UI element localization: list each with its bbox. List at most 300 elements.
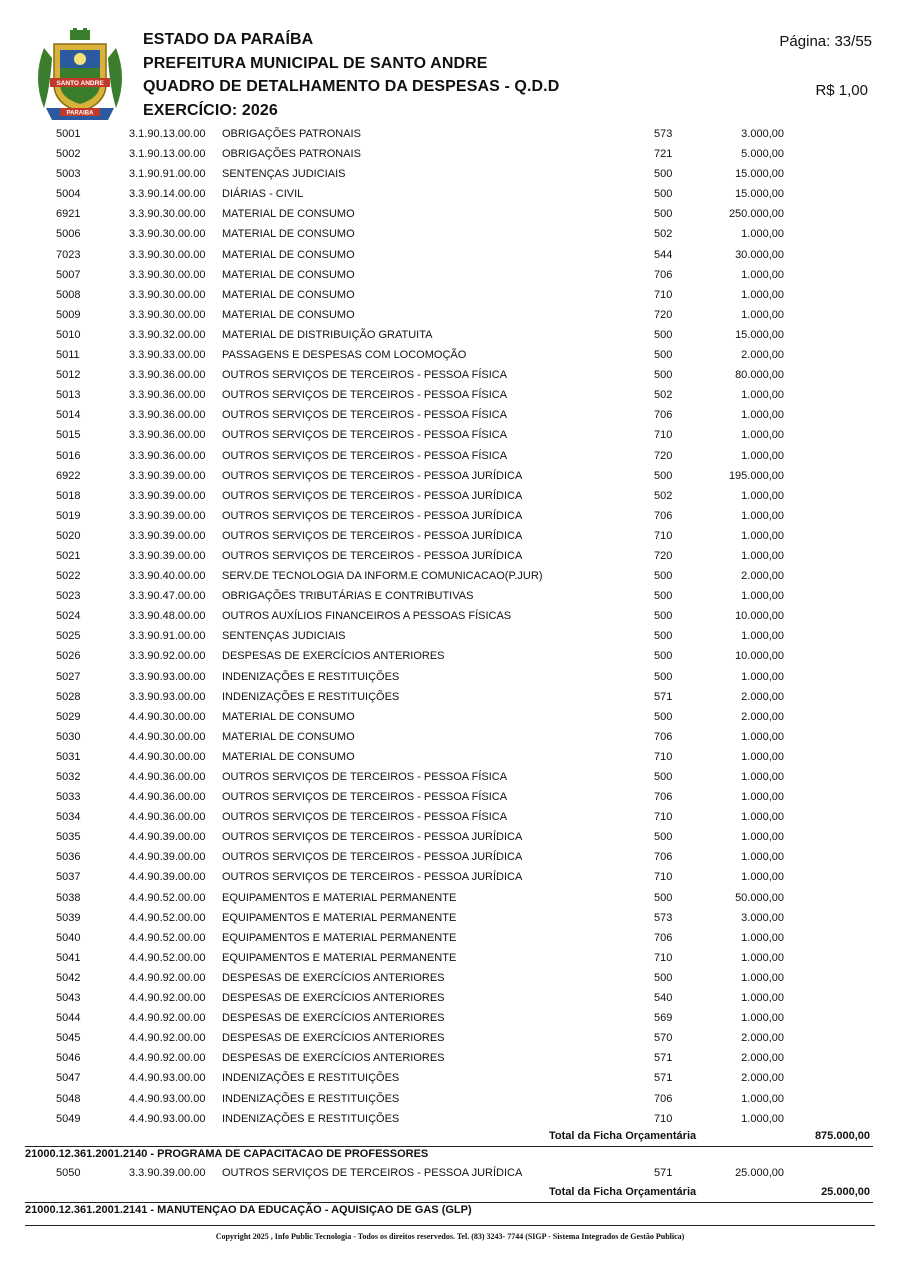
row-code: 3.1.90.91.00.00 xyxy=(129,168,206,181)
table-row xyxy=(0,305,900,325)
row-value: 1.000,00 xyxy=(741,971,784,984)
table-row xyxy=(0,847,900,867)
row-source: 573 xyxy=(654,911,673,924)
row-description: SENTENÇAS JUDICIAIS xyxy=(222,168,346,181)
row-code: 4.4.90.52.00.00 xyxy=(129,891,206,904)
row-description: DESPESAS DE EXERCÍCIOS ANTERIORES xyxy=(222,1012,445,1025)
row-value: 25.000,00 xyxy=(735,1167,784,1179)
row-id: 5045 xyxy=(56,1032,81,1045)
row-description: OUTROS SERVIÇOS DE TERCEIROS - PESSOA JURÍDICA xyxy=(222,509,523,522)
row-source: 571 xyxy=(654,1052,673,1065)
table-row xyxy=(0,867,900,887)
row-id: 5009 xyxy=(56,308,81,321)
table-row xyxy=(0,144,900,164)
row-value: 1.000,00 xyxy=(741,831,784,844)
row-source: 571 xyxy=(654,1167,673,1179)
row-id: 5028 xyxy=(56,690,81,703)
row-value: 3.000,00 xyxy=(741,911,784,924)
row-id: 5030 xyxy=(56,730,81,743)
row-description: MATERIAL DE CONSUMO xyxy=(222,710,355,723)
row-value: 1.000,00 xyxy=(741,389,784,402)
row-code: 4.4.90.52.00.00 xyxy=(129,931,206,944)
row-source: 500 xyxy=(654,630,673,643)
row-description: OUTROS SERVIÇOS DE TERCEIROS - PESSOA FÍSICA xyxy=(222,409,508,422)
row-value: 2.000,00 xyxy=(741,349,784,362)
row-description: OBRIGAÇÕES PATRONAIS xyxy=(222,128,361,140)
row-description: OUTROS SERVIÇOS DE TERCEIROS - PESSOA FÍSICA xyxy=(222,791,508,804)
row-source: 720 xyxy=(654,308,673,321)
table-row xyxy=(0,626,900,646)
row-source: 500 xyxy=(654,590,673,603)
table-row xyxy=(0,1089,900,1109)
row-source: 706 xyxy=(654,730,673,743)
row-value: 1.000,00 xyxy=(741,489,784,502)
table-row xyxy=(0,707,900,727)
logo-text-top: SANTO ANDRE xyxy=(56,80,104,87)
row-value: 1.000,00 xyxy=(741,409,784,422)
table-row xyxy=(0,365,900,385)
table-row xyxy=(0,787,900,807)
table-row xyxy=(0,345,900,365)
row-source: 571 xyxy=(654,690,673,703)
row-code: 3.3.90.30.00.00 xyxy=(129,268,206,281)
row-value: 1.000,00 xyxy=(741,1012,784,1025)
table-row xyxy=(0,1028,900,1048)
row-description: INDENIZAÇÕES E RESTITUIÇÕES xyxy=(222,1092,400,1105)
row-id: 5002 xyxy=(56,148,81,161)
row-id: 5031 xyxy=(56,750,81,763)
row-description: OUTROS SERVIÇOS DE TERCEIROS - PESSOA JURÍDICA xyxy=(222,831,523,844)
row-id: 5041 xyxy=(56,951,81,964)
row-source: 571 xyxy=(654,1072,673,1085)
table-row xyxy=(0,586,900,606)
row-description: SERV.DE TECNOLOGIA DA INFORM.E COMUNICACAO(P.JUR) xyxy=(222,570,543,583)
row-id: 5036 xyxy=(56,851,81,864)
row-code: 3.3.90.47.00.00 xyxy=(129,590,206,603)
row-source: 500 xyxy=(654,971,673,984)
row-value: 1.000,00 xyxy=(741,268,784,281)
row-code: 3.3.90.14.00.00 xyxy=(129,188,206,201)
row-value: 1.000,00 xyxy=(741,670,784,683)
row-id: 5003 xyxy=(56,168,81,181)
row-source: 500 xyxy=(654,710,673,723)
table-row xyxy=(0,325,900,345)
row-value: 5.000,00 xyxy=(741,148,784,161)
row-value: 250.000,00 xyxy=(728,208,784,221)
row-source: 500 xyxy=(654,650,673,663)
row-id: 5011 xyxy=(56,349,80,362)
row-id: 5029 xyxy=(56,710,81,723)
row-source: 540 xyxy=(654,992,673,1005)
row-code: 4.4.90.36.00.00 xyxy=(129,811,206,824)
header-exercise: EXERCÍCIO: 2026 xyxy=(143,102,278,119)
row-description: OUTROS SERVIÇOS DE TERCEIROS - PESSOA FÍSICA xyxy=(222,811,508,824)
row-id: 5034 xyxy=(56,811,81,824)
row-value: 1.000,00 xyxy=(741,288,784,301)
row-code: 3.3.90.39.00.00 xyxy=(129,509,206,522)
row-code: 4.4.90.39.00.00 xyxy=(129,871,206,884)
row-value: 15.000,00 xyxy=(735,328,784,341)
row-source: 706 xyxy=(654,931,673,944)
total-line-1 xyxy=(0,1126,900,1146)
row-value: 10.000,00 xyxy=(735,610,784,623)
row-description: MATERIAL DE CONSUMO xyxy=(222,228,355,241)
row-id: 5027 xyxy=(56,670,81,683)
row-id: 5035 xyxy=(56,831,81,844)
row-description: MATERIAL DE CONSUMO xyxy=(222,308,355,321)
footer-divider xyxy=(25,1225,875,1226)
table-row xyxy=(0,124,900,144)
row-code: 3.3.90.36.00.00 xyxy=(129,449,206,462)
row-source: 721 xyxy=(654,148,673,161)
expense-table xyxy=(0,124,900,1129)
row-id: 5039 xyxy=(56,911,81,924)
row-value: 1.000,00 xyxy=(741,811,784,824)
row-source: 500 xyxy=(654,349,673,362)
row-code: 3.3.90.36.00.00 xyxy=(129,409,206,422)
table-row xyxy=(0,285,900,305)
row-source: 573 xyxy=(654,128,673,140)
row-code: 3.3.90.30.00.00 xyxy=(129,228,206,241)
row-source: 500 xyxy=(654,168,673,181)
row-code: 3.3.90.33.00.00 xyxy=(129,349,206,362)
row-code: 3.3.90.39.00.00 xyxy=(129,529,206,542)
row-source: 710 xyxy=(654,429,673,442)
row-description: MATERIAL DE CONSUMO xyxy=(222,288,355,301)
table-row xyxy=(0,687,900,707)
row-value: 1.000,00 xyxy=(741,992,784,1005)
row-description: DESPESAS DE EXERCÍCIOS ANTERIORES xyxy=(222,992,445,1005)
row-code: 3.3.90.92.00.00 xyxy=(129,650,206,663)
row-id: 7023 xyxy=(56,248,81,261)
row-source: 720 xyxy=(654,549,673,562)
row-code: 4.4.90.30.00.00 xyxy=(129,710,206,723)
row-source: 706 xyxy=(654,851,673,864)
row-description: OBRIGAÇÕES TRIBUTÁRIAS E CONTRIBUTIVAS xyxy=(222,590,474,603)
row-value: 1.000,00 xyxy=(741,549,784,562)
currency-unit: R$ 1,00 xyxy=(815,82,868,99)
row-id: 5047 xyxy=(56,1072,81,1085)
table-row xyxy=(0,1163,900,1183)
row-source: 500 xyxy=(654,891,673,904)
row-description: EQUIPAMENTOS E MATERIAL PERMANENTE xyxy=(222,951,457,964)
row-code: 4.4.90.30.00.00 xyxy=(129,750,206,763)
row-value: 2.000,00 xyxy=(741,1072,784,1085)
row-source: 710 xyxy=(654,288,673,301)
row-description: PASSAGENS E DESPESAS COM LOCOMOÇÃO xyxy=(222,349,467,362)
row-code: 3.3.90.40.00.00 xyxy=(129,570,206,583)
row-description: DESPESAS DE EXERCÍCIOS ANTERIORES xyxy=(222,650,445,663)
row-id: 5010 xyxy=(56,328,81,341)
row-value: 1.000,00 xyxy=(741,590,784,603)
row-code: 4.4.90.39.00.00 xyxy=(129,851,206,864)
table-row xyxy=(0,164,900,184)
row-code: 3.3.90.39.00.00 xyxy=(129,549,206,562)
table-row xyxy=(0,948,900,968)
row-description: DIÁRIAS - CIVIL xyxy=(222,188,304,201)
table-row xyxy=(0,466,900,486)
table-row xyxy=(0,184,900,204)
row-id: 5013 xyxy=(56,389,81,402)
row-code: 4.4.90.93.00.00 xyxy=(129,1092,206,1105)
row-value: 1.000,00 xyxy=(741,308,784,321)
row-value: 30.000,00 xyxy=(735,248,784,261)
row-value: 2.000,00 xyxy=(741,1052,784,1065)
row-code: 3.3.90.36.00.00 xyxy=(129,369,206,382)
row-code: 3.3.90.30.00.00 xyxy=(129,248,206,261)
row-id: 5021 xyxy=(56,549,81,562)
row-source: 570 xyxy=(654,1032,673,1045)
row-code: 4.4.90.93.00.00 xyxy=(129,1112,206,1125)
row-id: 5016 xyxy=(56,449,81,462)
header-state: ESTADO DA PARAÍBA xyxy=(143,31,314,48)
row-id: 5046 xyxy=(56,1052,81,1065)
row-description: OUTROS SERVIÇOS DE TERCEIROS - PESSOA JURÍDICA xyxy=(222,549,523,562)
row-description: DESPESAS DE EXERCÍCIOS ANTERIORES xyxy=(222,1052,445,1065)
row-id: 5022 xyxy=(56,570,81,583)
row-source: 502 xyxy=(654,228,673,241)
total-label: Total da Ficha Orçamentária xyxy=(549,1186,697,1198)
row-source: 500 xyxy=(654,610,673,623)
table-row xyxy=(0,928,900,948)
row-value: 1.000,00 xyxy=(741,750,784,763)
table-row xyxy=(0,767,900,787)
total-line-2 xyxy=(0,1182,900,1202)
table-row xyxy=(0,265,900,285)
row-source: 710 xyxy=(654,871,673,884)
row-id: 5037 xyxy=(56,871,81,884)
header-report-title: QUADRO DE DETALHAMENTO DA DESPESAS - Q.D.D xyxy=(143,78,560,95)
row-id: 5025 xyxy=(56,630,81,643)
row-code: 3.3.90.36.00.00 xyxy=(129,429,206,442)
program-heading: 21000.12.361.2001.2140 - PROGRAMA DE CAPACITACAO DE PROFESSORES xyxy=(25,1148,429,1160)
row-code: 3.3.90.30.00.00 xyxy=(129,308,206,321)
row-code: 4.4.90.39.00.00 xyxy=(129,831,206,844)
row-source: 500 xyxy=(654,208,673,221)
row-id: 5040 xyxy=(56,931,81,944)
row-code: 3.3.90.91.00.00 xyxy=(129,630,206,643)
row-description: EQUIPAMENTOS E MATERIAL PERMANENTE xyxy=(222,931,457,944)
row-id: 5006 xyxy=(56,228,81,241)
row-source: 502 xyxy=(654,489,673,502)
row-code: 3.3.90.30.00.00 xyxy=(129,208,206,221)
row-value: 1.000,00 xyxy=(741,1092,784,1105)
table-row xyxy=(0,506,900,526)
row-value: 80.000,00 xyxy=(735,369,784,382)
row-id: 5042 xyxy=(56,971,81,984)
row-description: INDENIZAÇÕES E RESTITUIÇÕES xyxy=(222,690,400,703)
row-value: 1.000,00 xyxy=(741,228,784,241)
row-code: 3.3.90.48.00.00 xyxy=(129,610,206,623)
table-row xyxy=(0,546,900,566)
row-id: 5033 xyxy=(56,791,81,804)
row-source: 706 xyxy=(654,409,673,422)
row-id: 5020 xyxy=(56,529,81,542)
row-description: MATERIAL DE CONSUMO xyxy=(222,730,355,743)
row-code: 4.4.90.92.00.00 xyxy=(129,1032,206,1045)
row-code: 4.4.90.92.00.00 xyxy=(129,971,206,984)
row-value: 50.000,00 xyxy=(735,891,784,904)
row-value: 15.000,00 xyxy=(735,188,784,201)
row-source: 706 xyxy=(654,1092,673,1105)
row-code: 3.3.90.39.00.00 xyxy=(129,469,206,482)
row-value: 1.000,00 xyxy=(741,931,784,944)
row-value: 1.000,00 xyxy=(741,1112,784,1125)
header-municipality: PREFEITURA MUNICIPAL DE SANTO ANDRE xyxy=(143,55,488,72)
row-code: 3.3.90.39.00.00 xyxy=(129,1167,206,1179)
table-row xyxy=(0,807,900,827)
row-source: 500 xyxy=(654,670,673,683)
row-value: 1.000,00 xyxy=(741,630,784,643)
row-source: 710 xyxy=(654,811,673,824)
table-row xyxy=(0,245,900,265)
row-description: INDENIZAÇÕES E RESTITUIÇÕES xyxy=(222,1112,400,1125)
row-description: OUTROS AUXÍLIOS FINANCEIROS A PESSOAS FÍSICAS xyxy=(222,610,512,623)
table-row xyxy=(0,1048,900,1068)
row-source: 500 xyxy=(654,469,673,482)
row-description: OUTROS SERVIÇOS DE TERCEIROS - PESSOA JURÍDICA xyxy=(222,871,523,884)
row-code: 3.3.90.39.00.00 xyxy=(129,489,206,502)
row-value: 1.000,00 xyxy=(741,791,784,804)
row-description: OUTROS SERVIÇOS DE TERCEIROS - PESSOA FÍSICA xyxy=(222,429,508,442)
table-row xyxy=(0,888,900,908)
row-value: 15.000,00 xyxy=(735,168,784,181)
row-source: 502 xyxy=(654,389,673,402)
row-code: 3.3.90.30.00.00 xyxy=(129,288,206,301)
row-source: 500 xyxy=(654,771,673,783)
row-source: 710 xyxy=(654,1112,673,1125)
table-row xyxy=(0,385,900,405)
table-row xyxy=(0,968,900,988)
municipal-coat-of-arms-logo xyxy=(30,28,130,124)
row-description: OUTROS SERVIÇOS DE TERCEIROS - PESSOA FÍSICA xyxy=(222,449,508,462)
row-code: 4.4.90.30.00.00 xyxy=(129,730,206,743)
row-value: 2.000,00 xyxy=(741,710,784,723)
row-value: 3.000,00 xyxy=(741,128,784,140)
row-id: 5001 xyxy=(56,128,81,140)
row-code: 4.4.90.92.00.00 xyxy=(129,1012,206,1025)
table-row xyxy=(0,908,900,928)
row-source: 706 xyxy=(654,791,673,804)
row-description: MATERIAL DE CONSUMO xyxy=(222,750,355,763)
row-description: SENTENÇAS JUDICIAIS xyxy=(222,630,346,643)
row-code: 4.4.90.92.00.00 xyxy=(129,1052,206,1065)
row-source: 720 xyxy=(654,449,673,462)
row-id: 5050 xyxy=(56,1167,81,1179)
row-source: 706 xyxy=(654,509,673,522)
row-source: 710 xyxy=(654,750,673,763)
row-value: 195.000,00 xyxy=(728,469,784,482)
row-source: 710 xyxy=(654,951,673,964)
row-description: OUTROS SERVIÇOS DE TERCEIROS - PESSOA JURÍDICA xyxy=(222,529,523,542)
table-row xyxy=(0,405,900,425)
row-id: 5049 xyxy=(56,1112,81,1125)
row-id: 5048 xyxy=(56,1092,81,1105)
table-row xyxy=(0,526,900,546)
total-value: 25.000,00 xyxy=(821,1186,870,1198)
row-id: 5018 xyxy=(56,489,81,502)
row-id: 5019 xyxy=(56,509,81,522)
row-code: 3.1.90.13.00.00 xyxy=(129,148,206,161)
row-description: MATERIAL DE CONSUMO xyxy=(222,248,355,261)
row-id: 5032 xyxy=(56,771,81,783)
row-code: 4.4.90.52.00.00 xyxy=(129,951,206,964)
row-id: 5007 xyxy=(56,268,81,281)
table-row xyxy=(0,827,900,847)
row-description: OUTROS SERVIÇOS DE TERCEIROS - PESSOA FÍSICA xyxy=(222,389,508,402)
table-row xyxy=(0,606,900,626)
row-description: OUTROS SERVIÇOS DE TERCEIROS - PESSOA FÍSICA xyxy=(222,771,508,783)
row-value: 1.000,00 xyxy=(741,429,784,442)
row-code: 4.4.90.36.00.00 xyxy=(129,791,206,804)
row-id: 5012 xyxy=(56,369,81,382)
row-source: 710 xyxy=(654,529,673,542)
row-id: 5008 xyxy=(56,288,81,301)
row-value: 10.000,00 xyxy=(735,650,784,663)
footer-copyright: Copyright 2025 , Info Public Tecnologia - Todos os direitos reservedos. Tel. (83) 3243- 7744 (SIGP - Sistema Integrados de Gestão Publica) xyxy=(215,1232,685,1241)
table-row xyxy=(0,224,900,244)
row-source: 500 xyxy=(654,328,673,341)
row-value: 1.000,00 xyxy=(741,449,784,462)
row-code: 3.3.90.32.00.00 xyxy=(129,328,206,341)
row-description: OUTROS SERVIÇOS DE TERCEIROS - PESSOA JURÍDICA xyxy=(222,851,523,864)
row-description: MATERIAL DE DISTRIBUIÇÃO GRATUITA xyxy=(222,328,433,341)
table-row xyxy=(0,667,900,687)
row-value: 1.000,00 xyxy=(741,851,784,864)
row-id: 6922 xyxy=(56,469,81,482)
row-id: 5014 xyxy=(56,409,81,422)
row-description: DESPESAS DE EXERCÍCIOS ANTERIORES xyxy=(222,971,445,984)
row-source: 706 xyxy=(654,268,673,281)
row-description: EQUIPAMENTOS E MATERIAL PERMANENTE xyxy=(222,891,457,904)
row-value: 1.000,00 xyxy=(741,509,784,522)
row-value: 2.000,00 xyxy=(741,690,784,703)
row-code: 4.4.90.92.00.00 xyxy=(129,992,206,1005)
row-code: 3.3.90.93.00.00 xyxy=(129,670,206,683)
row-code: 4.4.90.52.00.00 xyxy=(129,911,206,924)
row-description: OUTROS SERVIÇOS DE TERCEIROS - PESSOA JURÍDICA xyxy=(222,1167,523,1179)
total-value: 875.000,00 xyxy=(814,1130,870,1142)
row-id: 6921 xyxy=(56,208,81,221)
row-id: 5004 xyxy=(56,188,81,201)
row-source: 500 xyxy=(654,570,673,583)
row-source: 500 xyxy=(654,188,673,201)
row-source: 500 xyxy=(654,831,673,844)
row-value: 2.000,00 xyxy=(741,1032,784,1045)
row-description: MATERIAL DE CONSUMO xyxy=(222,268,355,281)
row-description: INDENIZAÇÕES E RESTITUIÇÕES xyxy=(222,1072,400,1085)
row-code: 3.3.90.36.00.00 xyxy=(129,389,206,402)
row-source: 500 xyxy=(654,369,673,382)
row-description: INDENIZAÇÕES E RESTITUIÇÕES xyxy=(222,670,400,683)
table-row xyxy=(0,486,900,506)
row-description: OBRIGAÇÕES PATRONAIS xyxy=(222,148,361,161)
row-id: 5044 xyxy=(56,1012,81,1025)
table-row xyxy=(0,727,900,747)
row-description: EQUIPAMENTOS E MATERIAL PERMANENTE xyxy=(222,911,457,924)
row-description: OUTROS SERVIÇOS DE TERCEIROS - PESSOA JURÍDICA xyxy=(222,489,523,502)
row-value: 1.000,00 xyxy=(741,771,784,783)
row-description: OUTROS SERVIÇOS DE TERCEIROS - PESSOA FÍSICA xyxy=(222,369,508,382)
row-id: 5043 xyxy=(56,992,81,1005)
row-value: 1.000,00 xyxy=(741,730,784,743)
table-row xyxy=(0,747,900,767)
row-value: 1.000,00 xyxy=(741,871,784,884)
table-row xyxy=(0,988,900,1008)
row-id: 5038 xyxy=(56,891,81,904)
table-row xyxy=(0,1068,900,1088)
row-source: 569 xyxy=(654,1012,673,1025)
